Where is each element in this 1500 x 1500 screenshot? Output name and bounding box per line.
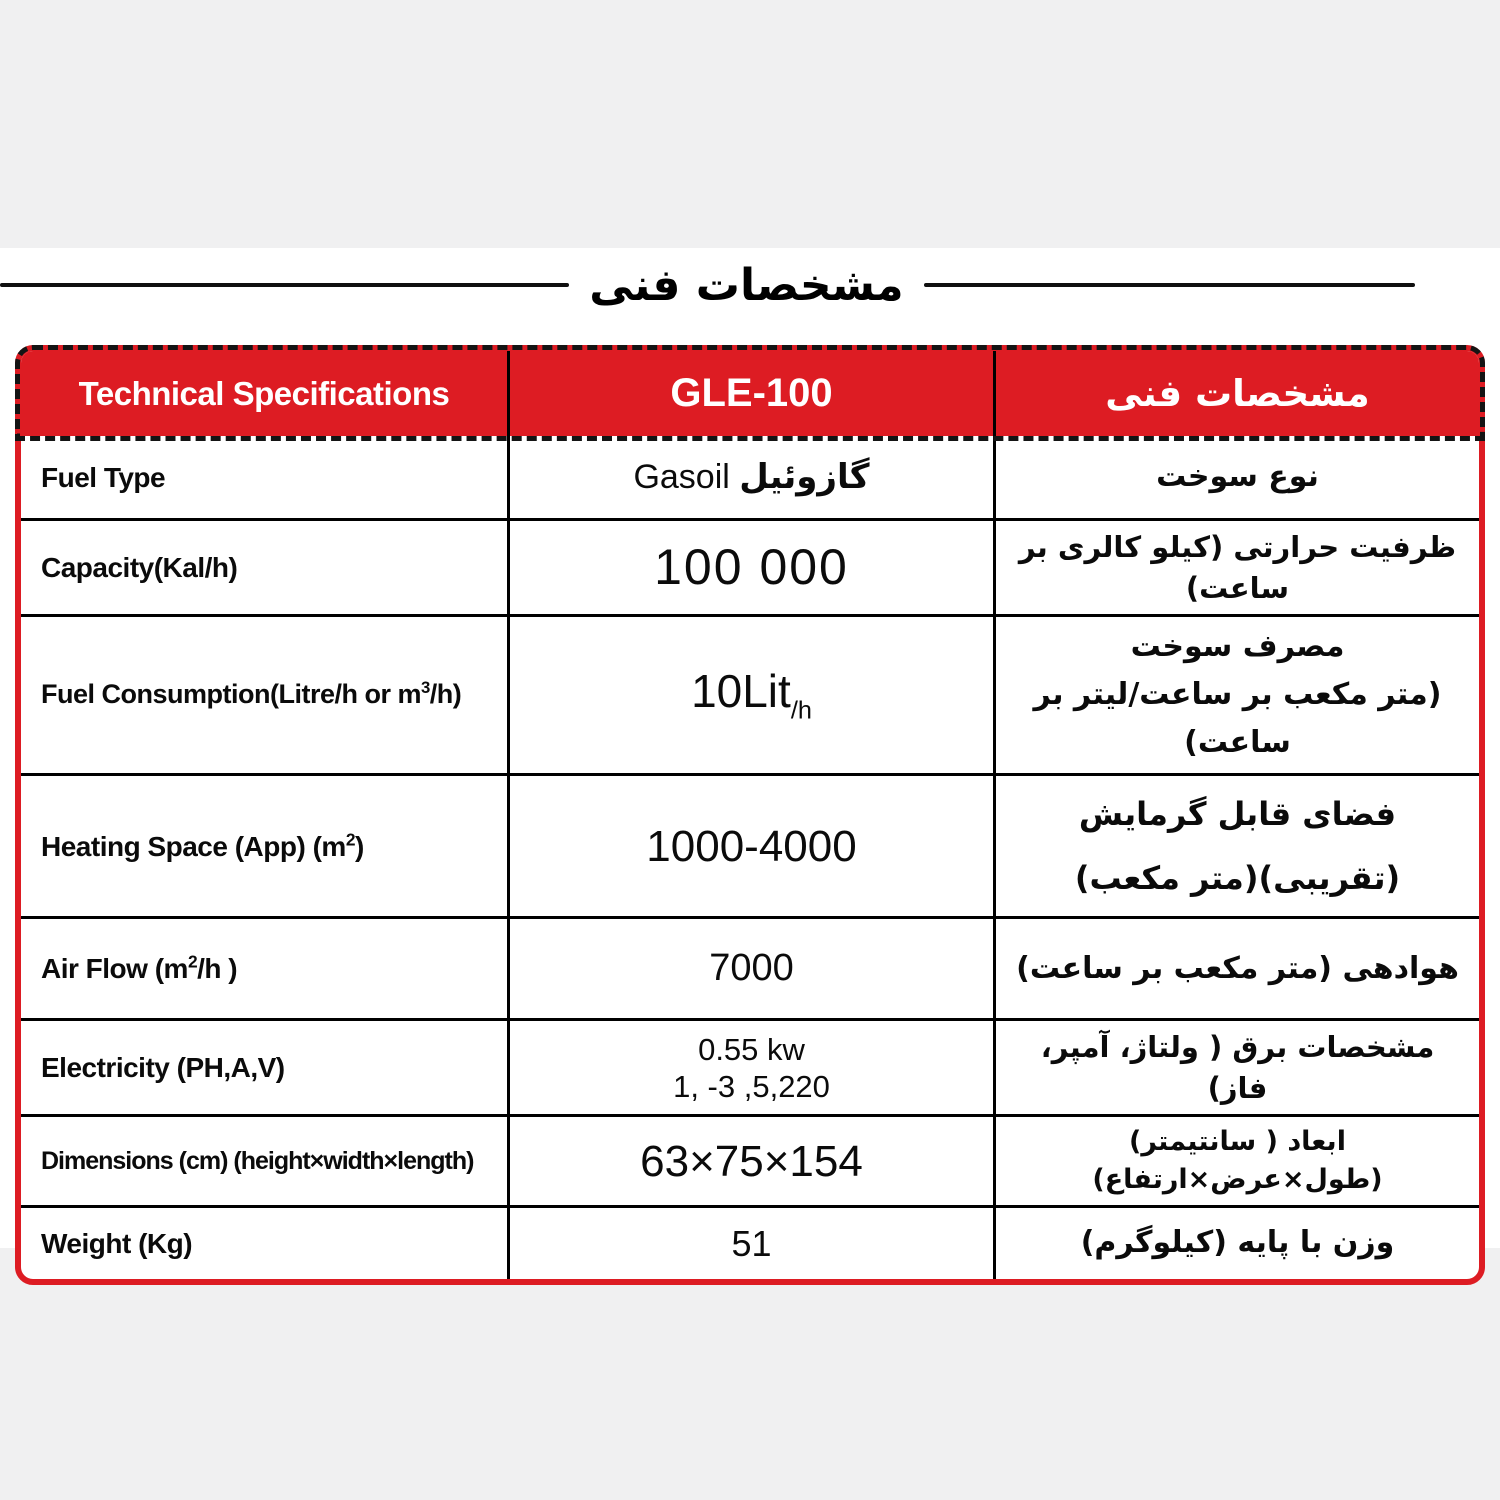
title-rule-left [0, 283, 569, 287]
cell-fa: ابعاد ( سانتیمتر)(طول×عرض×ارتفاع) [993, 1117, 1479, 1205]
cell-value: 0.55 kw 1, -3 ,5,220 [507, 1021, 993, 1114]
section-title [0, 252, 1500, 318]
cell-fa: هوادهی (متر مکعب بر ساعت) [993, 919, 1479, 1018]
cell-en: Fuel Type [41, 461, 166, 493]
cell-value: 1000-4000 [507, 776, 993, 916]
top-gray-band [0, 0, 1500, 248]
table-row [21, 1114, 1479, 1205]
table-row [21, 614, 1479, 773]
cell-value: 51 [507, 1208, 993, 1279]
cell-value: 10Lit$_{/h}$ [507, 617, 993, 773]
header-model-gle-100: GLE-100 [507, 351, 993, 436]
cell-en: Air Flow ($m^2/h$ ) [41, 951, 238, 985]
table-row [21, 436, 1479, 518]
cell-value: 100 000 [507, 521, 993, 614]
cell-en: Heating Space (App) $(m^2)$ [41, 829, 364, 862]
cell-value: Gasoil گازوئیل [507, 436, 993, 518]
header-fa-title: مشخصات فنی [993, 351, 1479, 436]
page-title: مشخصات فنی [589, 259, 904, 311]
cell-value: 7000 [507, 919, 993, 1018]
cell-en: Fuel Consumption(Litre/h or $m^3/h$) [41, 678, 462, 710]
cell-fa: مصرف سوخت (متر مکعب بر ساعت/لیتر بر ساعت) [993, 617, 1479, 773]
cell-fa: نوع سوخت [993, 436, 1479, 518]
table-inner [21, 351, 1479, 1279]
bottom-gray-band [0, 1248, 1500, 1500]
table-row [21, 773, 1479, 916]
title-rule-right [924, 283, 1415, 287]
table-row [21, 1018, 1479, 1114]
cell-en: Capacity(Kal/h) [41, 552, 238, 584]
cell-value: 63×75×154 [507, 1117, 993, 1205]
cell-en: Weight (Kg) [41, 1227, 193, 1259]
table-row [21, 916, 1479, 1018]
cell-fa: مشخصات برق ( ولتاژ، آمپر، فاز) [993, 1021, 1479, 1114]
header-technical-specifications: Technical Specifications [78, 374, 450, 412]
cell-fa: ظرفیت حرارتی (کیلو کالری بر ساعت) [993, 521, 1479, 614]
table-row [21, 518, 1479, 614]
cell-en: Dimensions (cm) (height×width×length) [41, 1146, 474, 1175]
cell-fa: فضای قابل گرمایش (تقریبی)(متر مکعب) [993, 776, 1479, 916]
cell-fa: وزن با پایه (کیلوگرم) [993, 1208, 1479, 1279]
spec-table [15, 345, 1485, 1285]
cell-en: Electricity (PH,A,V) [41, 1052, 285, 1084]
table-row [21, 1205, 1479, 1279]
table-body [21, 436, 1479, 1279]
table-header-row [21, 351, 1479, 436]
